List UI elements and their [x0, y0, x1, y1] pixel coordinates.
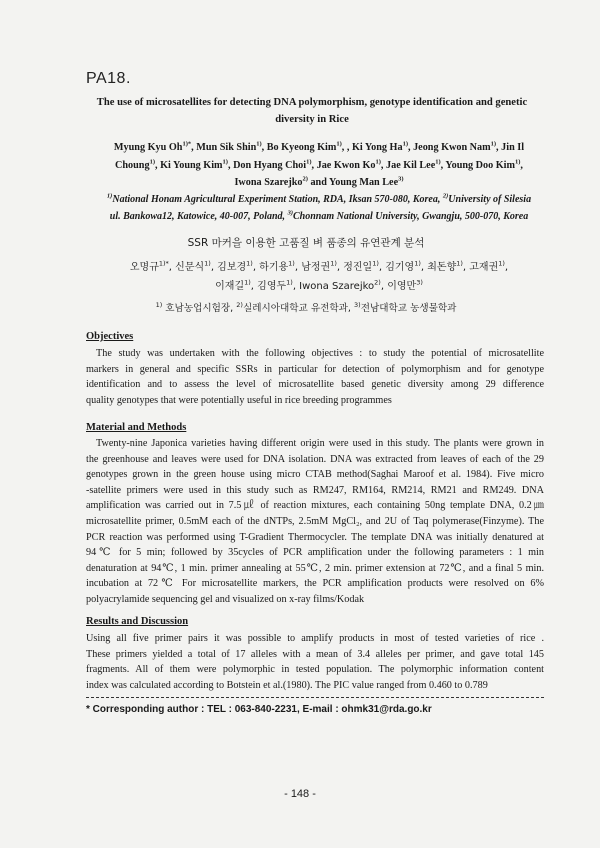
author-line-2: [88, 157, 550, 175]
affiliation-marker: 1): [106, 192, 113, 200]
author-name: , 김영두: [250, 281, 287, 292]
affiliation-text: Chonnam National University, Gwangju, 500-070, Korea: [292, 211, 529, 222]
author-name: , Don Hyang Choi: [227, 159, 307, 171]
results-heading: Results and Discussion: [86, 616, 189, 627]
paragraph-line: markers in general and specific SSRs in particular for detection of polymorphism and for genotype: [86, 363, 544, 375]
corresponding-author: * Corresponding author : TEL : 063-840-2231, E-mail : ohmk31@rda.go.kr: [86, 704, 432, 715]
author-name: and Young Man Lee: [307, 177, 399, 188]
author-name: Myung Kyu Oh: [113, 142, 183, 153]
affiliation-marker: 3): [287, 209, 293, 217]
paragraph-line: quality genotypes that were potentially useful in rice breeding programmes: [86, 394, 392, 406]
affiliation-marker: 1): [336, 140, 342, 148]
author-name: 이재길: [215, 281, 245, 292]
author-name: , Ki Young Kim: [154, 159, 223, 171]
affiliation-marker: 1): [306, 158, 312, 166]
korean-title: SSR 마커을 이용한 고품질 벼 품종의 유연관계 분석: [187, 237, 425, 249]
affiliations: [86, 191, 552, 225]
author-name: , 김기영: [378, 262, 415, 273]
author-name: , 남정권: [294, 262, 331, 273]
affiliation-text: National Honam Agricultural Experiment Station, RDA, Iksan 570-080, Korea,: [112, 194, 443, 205]
paragraph-line: incubation at 72℃ For microsatellite markers, the PCR amplification products were resolved on 6%: [86, 578, 544, 590]
author-name: , Iwona Szarejko: [292, 281, 375, 292]
affiliation-line-2: [86, 208, 552, 225]
affiliation-marker: 2): [236, 300, 243, 309]
paragraph-line: The study was undertaken with the following objectives : to study the potential of microsatellite: [96, 348, 544, 359]
paragraph-line: genotypes grown in the green house using micro CTAB method(Saghai Maroof et al. 1984). Five micro: [86, 469, 544, 481]
affiliation-marker: 1): [246, 259, 253, 268]
author-name: , Jeong Kwon Nam: [407, 142, 491, 153]
paragraph-line: polyacrylamide sequencing gel and visualized on x-ray films/Kodak: [86, 593, 365, 605]
affiliation-marker: 1)*: [182, 140, 192, 148]
paragraph-line: microsatellite primer, 0.5mM each of the dNTPs, 2.5mM MgCl₂, and 2U of Taq polymerase(Finzyme). The: [86, 515, 544, 527]
author-name: , 하기용: [252, 262, 289, 273]
affiliation-marker: 1): [222, 158, 228, 166]
author-name: ,: [520, 159, 523, 171]
author-name: , 김보경: [210, 262, 247, 273]
author-name: , 이영만: [380, 281, 417, 292]
paper-title: [88, 94, 536, 128]
affiliation-marker: 1): [402, 140, 408, 148]
methods-heading: Material and Methods: [86, 422, 187, 433]
affiliation-marker: 1): [515, 158, 521, 166]
author-name: , Mun Sik Shin: [191, 142, 257, 153]
page-number: - 148 -: [284, 788, 316, 800]
affiliation-text: 전남대학교 농생물학과: [360, 303, 457, 314]
author-name: Iwona Szarejko: [234, 177, 303, 188]
paragraph-line: Using all five primer pairs it was possible to amplify products in most of tested varieties of rice .: [86, 633, 544, 644]
korean-author-list: [86, 258, 552, 296]
affiliation-marker: 3): [354, 300, 361, 309]
affiliation-marker: 2): [442, 192, 449, 200]
author-name: , , Ki Yong Ha: [341, 142, 403, 153]
author-name: , Jae Kwon Ko: [311, 159, 376, 171]
affiliation-marker: 2): [302, 175, 308, 183]
korean-affiliations: [86, 300, 526, 314]
affiliation-marker: 1): [330, 259, 337, 268]
author-name: Choung: [115, 159, 150, 171]
affiliation-text: 호남농업시험장,: [162, 303, 237, 314]
author-name: , Jae Kil Lee: [380, 159, 436, 171]
author-line-3: [88, 174, 550, 192]
author-name: , 최돈향: [420, 262, 457, 273]
affiliation-marker: 1): [256, 140, 262, 148]
paragraph-line: These primers yielded a total of 17 alleles with a mean of 3.4 alleles per primer, and gave total 145: [86, 648, 544, 660]
author-name: 오명규: [129, 262, 159, 273]
author-name: , 정진일: [336, 262, 373, 273]
affiliation-text: 실레시아대학교 유전학과,: [242, 303, 355, 314]
footnote-rule: [86, 697, 544, 698]
affiliation-marker: 1): [456, 259, 463, 268]
author-name: ,: [504, 262, 509, 273]
affiliation-marker: 1): [414, 259, 421, 268]
paragraph-line: Twenty-nine Japonica varieties having different origin were used in this study. The plants were grown in: [96, 438, 544, 449]
affiliation-text: ul. Bankowa12, Katowice, 40-007, Poland,: [109, 211, 288, 222]
author-name: , 신문식: [168, 262, 205, 273]
affiliation-marker: 3): [416, 278, 423, 287]
affiliation-marker: 2): [374, 278, 381, 287]
affiliation-marker: 1): [244, 278, 251, 287]
results-body: [86, 631, 544, 693]
affiliation-marker: 1): [435, 158, 441, 166]
affiliation-marker: 3): [398, 175, 404, 183]
author-name: , 고재권: [462, 262, 499, 273]
affiliation-marker: 1): [155, 300, 163, 309]
objectives-body: [86, 346, 544, 408]
affiliation-line-1: [86, 191, 552, 208]
paragraph-line: denaturation at 94℃, 1 min. primer annealing at 55℃, 2 min. primer extension at 72℃, and a final 5 min.: [86, 562, 544, 574]
affiliation-text: University of Silesia: [448, 194, 532, 205]
author-line-1: [88, 139, 550, 157]
affiliation-marker: 1): [149, 158, 155, 166]
paragraph-line: the greenhouse and leaves were used for DNA isolation. DNA was extracted from leaves of each of the 29: [86, 453, 544, 465]
paragraph-line: 94℃ for 5 min; followed by 35cycles of PCR amplification under the following parameters : 1 min: [86, 547, 544, 559]
affiliation-marker: 1)*: [158, 259, 169, 268]
affiliation-marker: 1): [490, 140, 497, 148]
paragraph-line: amplification was carried out in 7.5㎕ of reaction mixtures, each containing 50ng template DNA, 0.2㎛: [86, 500, 544, 512]
title-line-2: diversity in Rice: [275, 114, 349, 125]
affiliation-marker: 1): [288, 259, 295, 268]
paragraph-line: PCR reaction was performed using T-Gradient Thermocycler. The template DNA was initially denatured at: [86, 531, 544, 543]
affiliation-marker: 1): [372, 259, 379, 268]
affiliation-marker: 1): [375, 158, 381, 166]
paragraph-line: -satellite primers were used in this study such as RM247, RM164, RM214, RM21 and RM249. DNA: [86, 484, 544, 496]
affiliation-marker: 1): [498, 259, 505, 268]
objectives-heading: Objectives: [86, 331, 134, 342]
abstract-code: PA18.: [86, 70, 131, 87]
affiliation-marker: 1): [204, 259, 211, 268]
methods-body: [86, 436, 544, 608]
author-name: , Young Doo Kim: [440, 159, 515, 171]
author-name: , Jin Il: [496, 142, 525, 153]
korean-author-line-1: [86, 258, 552, 277]
paragraph-line: index was calculated according to Botstein et al.(1980). The PIC value ranged from 0.460 to 0.789: [86, 679, 488, 691]
title-line-1: The use of microsatellites for detecting DNA polymorphism, genotype identification and genetic: [96, 97, 528, 108]
paragraph-line: fragments. All of them were polymorphic in tested population. The polymorphic information content: [86, 664, 544, 676]
paragraph-line: identification and to assess the level of microsatellite based genetic diversity among 29 difference: [86, 379, 544, 391]
korean-author-line-2: [86, 277, 552, 296]
author-list: [88, 139, 550, 192]
affiliation-marker: 1): [286, 278, 293, 287]
author-name: , Bo Kyeong Kim: [261, 142, 337, 153]
